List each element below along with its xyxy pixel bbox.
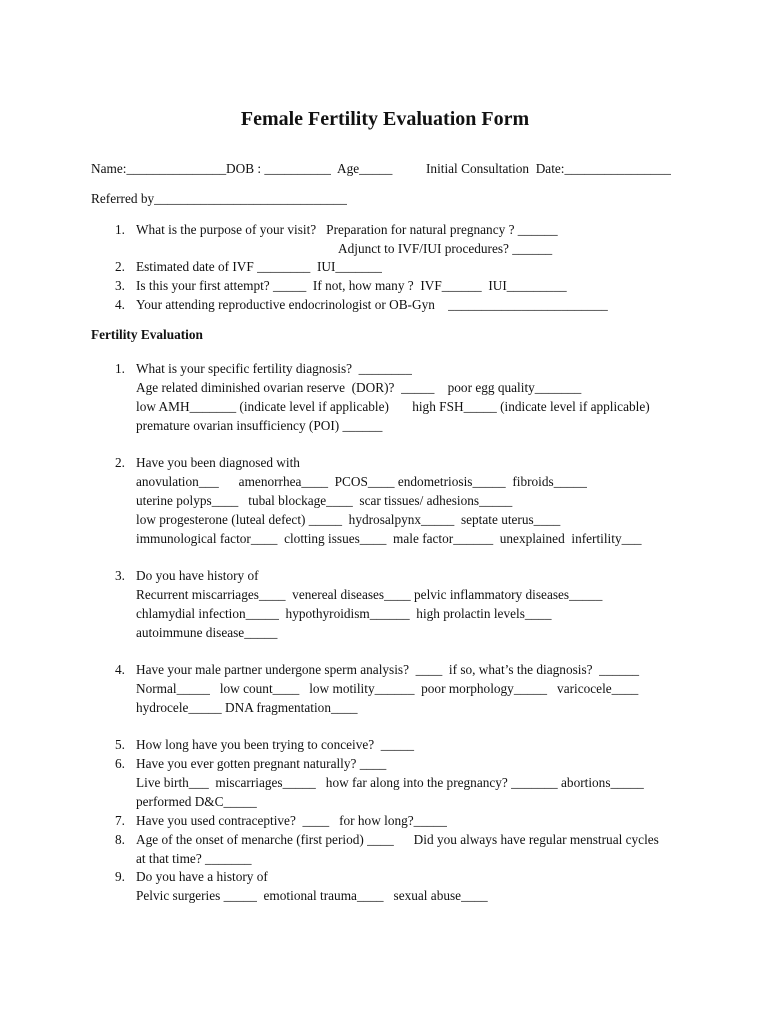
- intro-number: 2.: [115, 259, 125, 274]
- question-line[interactable]: immunological factor____ clotting issues____ male factor______ unexplained infertility___: [136, 531, 642, 546]
- question-number: 2.: [115, 455, 125, 470]
- question-line[interactable]: What is your specific fertility diagnosis? ________: [136, 361, 412, 376]
- age-field[interactable]: Age_____: [337, 161, 393, 176]
- question-number: 5.: [115, 737, 125, 752]
- intro-item[interactable]: Your attending reproductive endocrinologist or OB-Gyn ________________________: [136, 297, 608, 312]
- intro-item[interactable]: Is this your first attempt? _____ If not, how many ? IVF______ IUI_________: [136, 278, 567, 293]
- question-line[interactable]: Normal_____ low count____ low motility______ poor morphology_____ varicocele____: [136, 681, 639, 696]
- question-number: 6.: [115, 756, 125, 771]
- question-line[interactable]: Pelvic surgeries _____ emotional trauma____ sexual abuse____: [136, 888, 488, 903]
- question-line[interactable]: low AMH_______ (indicate level if applicable) high FSH_____ (indicate level if applicable): [136, 399, 650, 414]
- question-line[interactable]: hydrocele_____ DNA fragmentation____: [136, 700, 358, 715]
- intro-number: 1.: [115, 222, 125, 237]
- intro-number: 4.: [115, 297, 125, 312]
- question-line[interactable]: chlamydial infection_____ hypothyroidism______ high prolactin levels____: [136, 606, 552, 621]
- question-line[interactable]: Age of the onset of menarche (first period) ____ Did you always have regular menstrual cycles: [136, 832, 659, 847]
- dob-field[interactable]: DOB : __________: [226, 161, 331, 176]
- question-line: Have you been diagnosed with: [136, 455, 300, 470]
- question-number: 1.: [115, 361, 125, 376]
- form-title: Female Fertility Evaluation Form: [240, 108, 530, 130]
- question-line[interactable]: Live birth___ miscarriages_____ how far along into the pregnancy? _______ abortions_____: [136, 775, 644, 790]
- question-line[interactable]: at that time? _______: [136, 851, 252, 866]
- question-line[interactable]: Have you ever gotten pregnant naturally? ____: [136, 756, 387, 771]
- question-line: Do you have a history of: [136, 869, 268, 884]
- question-line[interactable]: low progesterone (luteal defect) _____ hydrosalpynx_____ septate uterus____: [136, 512, 561, 527]
- question-line[interactable]: Have your male partner undergone sperm analysis? ____ if so, what’s the diagnosis? ______: [136, 662, 640, 677]
- intro-item[interactable]: What is the purpose of your visit? Preparation for natural pregnancy ? ______: [136, 222, 558, 237]
- question-line[interactable]: autoimmune disease_____: [136, 625, 278, 640]
- intro-number: 3.: [115, 278, 125, 293]
- name-field[interactable]: Name:_______________: [91, 161, 227, 176]
- intro-item[interactable]: Adjunct to IVF/IUI procedures? ______: [338, 241, 553, 256]
- question-line[interactable]: Age related diminished ovarian reserve (DOR)? _____ poor egg quality_______: [136, 380, 582, 395]
- question-number: 9.: [115, 869, 125, 884]
- intro-item[interactable]: Estimated date of IVF ________ IUI_______: [136, 259, 382, 274]
- question-line[interactable]: performed D&C_____: [136, 794, 257, 809]
- question-line: Do you have history of: [136, 568, 259, 583]
- question-line[interactable]: premature ovarian insufficiency (POI) ______: [136, 418, 383, 433]
- section-title: Fertility Evaluation: [91, 327, 203, 342]
- question-line[interactable]: Have you used contraceptive? ____ for how long?_____: [136, 813, 447, 828]
- question-number: 7.: [115, 813, 125, 828]
- question-line[interactable]: uterine polyps____ tubal blockage____ scar tissues/ adhesions_____: [136, 493, 513, 508]
- question-number: 3.: [115, 568, 125, 583]
- initial-consultation-date-field[interactable]: Initial Consultation Date:________________: [426, 161, 671, 176]
- question-line[interactable]: anovulation___ amenorrhea____ PCOS____ endometriosis_____ fibroids_____: [136, 474, 587, 489]
- referred-by-field[interactable]: Referred by_____________________________: [91, 191, 347, 206]
- question-line[interactable]: How long have you been trying to conceive? _____: [136, 737, 415, 752]
- question-number: 4.: [115, 662, 125, 677]
- question-number: 8.: [115, 832, 125, 847]
- question-line[interactable]: Recurrent miscarriages____ venereal diseases____ pelvic inflammatory diseases_____: [136, 587, 603, 602]
